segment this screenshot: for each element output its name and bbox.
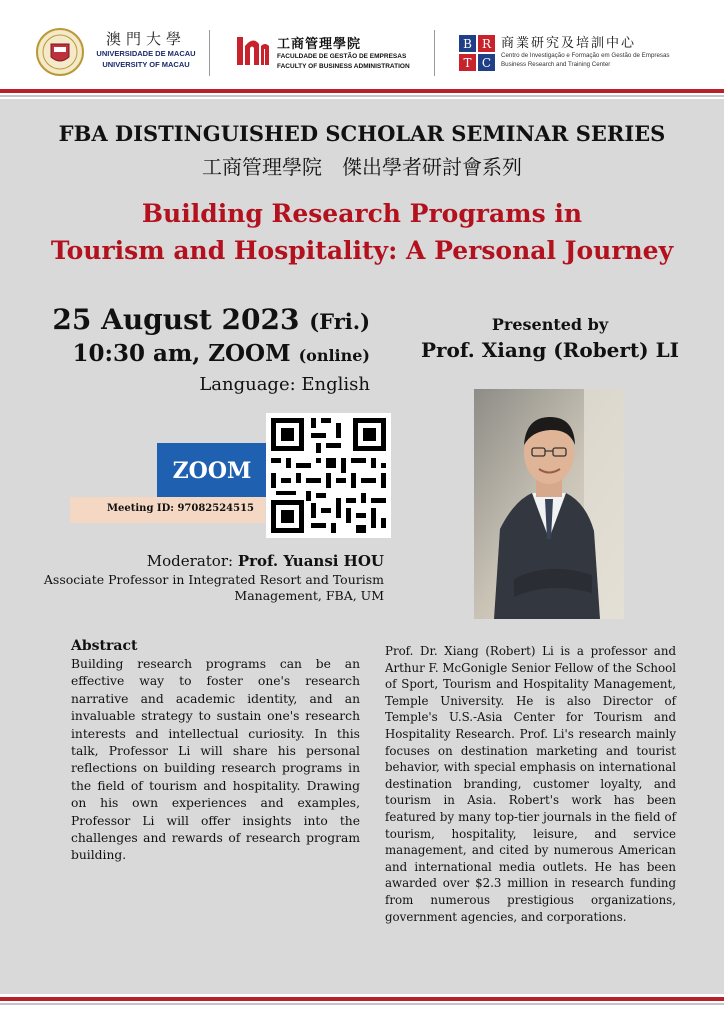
event-day: (Fri.) (309, 309, 370, 334)
brtc-name-pt: Centro de Investigação e Formação em Gestão de Empresas (501, 52, 670, 59)
brtc-name-cn: 商業研究及培訓中心 (501, 35, 637, 50)
fba-logo-icon (235, 34, 271, 68)
header (0, 0, 724, 88)
fba-name-en: FACULTY OF BUSINESS ADMINISTRATION (277, 63, 410, 70)
um-crest-icon (36, 28, 84, 76)
moderator-title-line2: Management, FBA, UM (234, 588, 384, 603)
moderator-name: Prof. Yuansi HOU (237, 552, 384, 570)
abstract-text: Building research programs can be an effective way to foster one's research narrative and academic identity, and an invaluable strategy to sustain one's research interests and intellectual curiosity. In this talk, Professor Li will share his personal reflections on building research programs in the field of tourism and hospitality. Drawing on his own experiences and examples, Professor Li will offer insights into the challenges and rewards of research program building. (71, 657, 360, 863)
bottom-red-band (0, 997, 724, 1001)
moderator-title-line1: Associate Professor in Integrated Resort and Tourism (43, 572, 384, 587)
bottom-gray-band (0, 1003, 724, 1005)
top-gray-band (0, 95, 724, 97)
abstract-heading: Abstract (71, 638, 138, 654)
brtc-name-en: Business Research and Training Center (501, 61, 611, 68)
brtc-name (501, 35, 670, 69)
presenter-photo (474, 389, 624, 619)
event-time (20, 340, 370, 367)
brtc-logo-letter: C (481, 56, 492, 70)
series-title-en: FBA DISTINGUISHED SCHOLAR SEMINAR SERIES (58, 121, 666, 146)
event-date (20, 303, 370, 336)
moderator-title (20, 572, 384, 604)
header-divider (434, 30, 435, 76)
event-date-text: 25 August 2023 (52, 303, 300, 336)
event-language: Language: English (199, 374, 370, 395)
um-name-cn: 澳門大學 (105, 31, 186, 48)
series-title-cn: 工商管理學院 傑出學者研討會系列 (202, 155, 522, 179)
um-name (90, 32, 202, 70)
fba-name (277, 36, 410, 72)
fba-name-cn: 工商管理學院 (277, 36, 362, 51)
event-time-text: 10:30 am, ZOOM (72, 340, 291, 367)
brtc-logo-letter: B (463, 37, 472, 51)
qr-code-icon[interactable] (266, 413, 391, 538)
presenter-bio: Prof. Dr. Xiang (Robert) Li is a professor and Arthur F. McGonigle Senior Fellow of the School of Sport, Tourism and Hospitality Management, Temple University. He is also Director of Temple's U.S.-Asia Center for Tourism and Hospitality Research. Prof. Li's research mainly focuses on destination marketing and tourist behavior, with special emphasis on international destination branding, customer loyalty, and tourism in Asia. Robert's work has been featured by many top-tier journals in the field of tourism, hospitality, leisure, and service management, and cited by numerous American and international media outlets. He has been awarded over $2.3 million in research funding from numerous prestigious organizations, government agencies, and corporations. (385, 644, 676, 924)
event-mode: (online) (298, 346, 370, 365)
top-red-band (0, 89, 724, 93)
moderator-line (20, 552, 384, 570)
presented-by-label: Presented by (491, 315, 609, 334)
moderator-label: Moderator: (146, 552, 234, 570)
um-name-en: UNIVERSITY OF MACAU (102, 60, 190, 69)
presenter-name: Prof. Xiang (Robert) LI (420, 338, 680, 362)
seminar-title (0, 195, 724, 269)
seminar-title-line1: Building Research Programs in (141, 199, 583, 228)
zoom-link-button[interactable]: ZOOM (157, 443, 267, 497)
brtc-logo-letter: T (463, 56, 472, 70)
brtc-logo-icon (459, 35, 495, 71)
header-divider (209, 30, 210, 76)
brtc-logo-letter: R (481, 37, 492, 51)
um-name-pt: UNIVERSIDADE DE MACAU (96, 49, 196, 58)
fba-name-pt: FACULDADE DE GESTÃO DE EMPRESAS (277, 53, 407, 60)
meeting-id: Meeting ID: 97082524515 (106, 503, 254, 514)
seminar-title-line2: Tourism and Hospitality: A Personal Journey (50, 236, 674, 265)
